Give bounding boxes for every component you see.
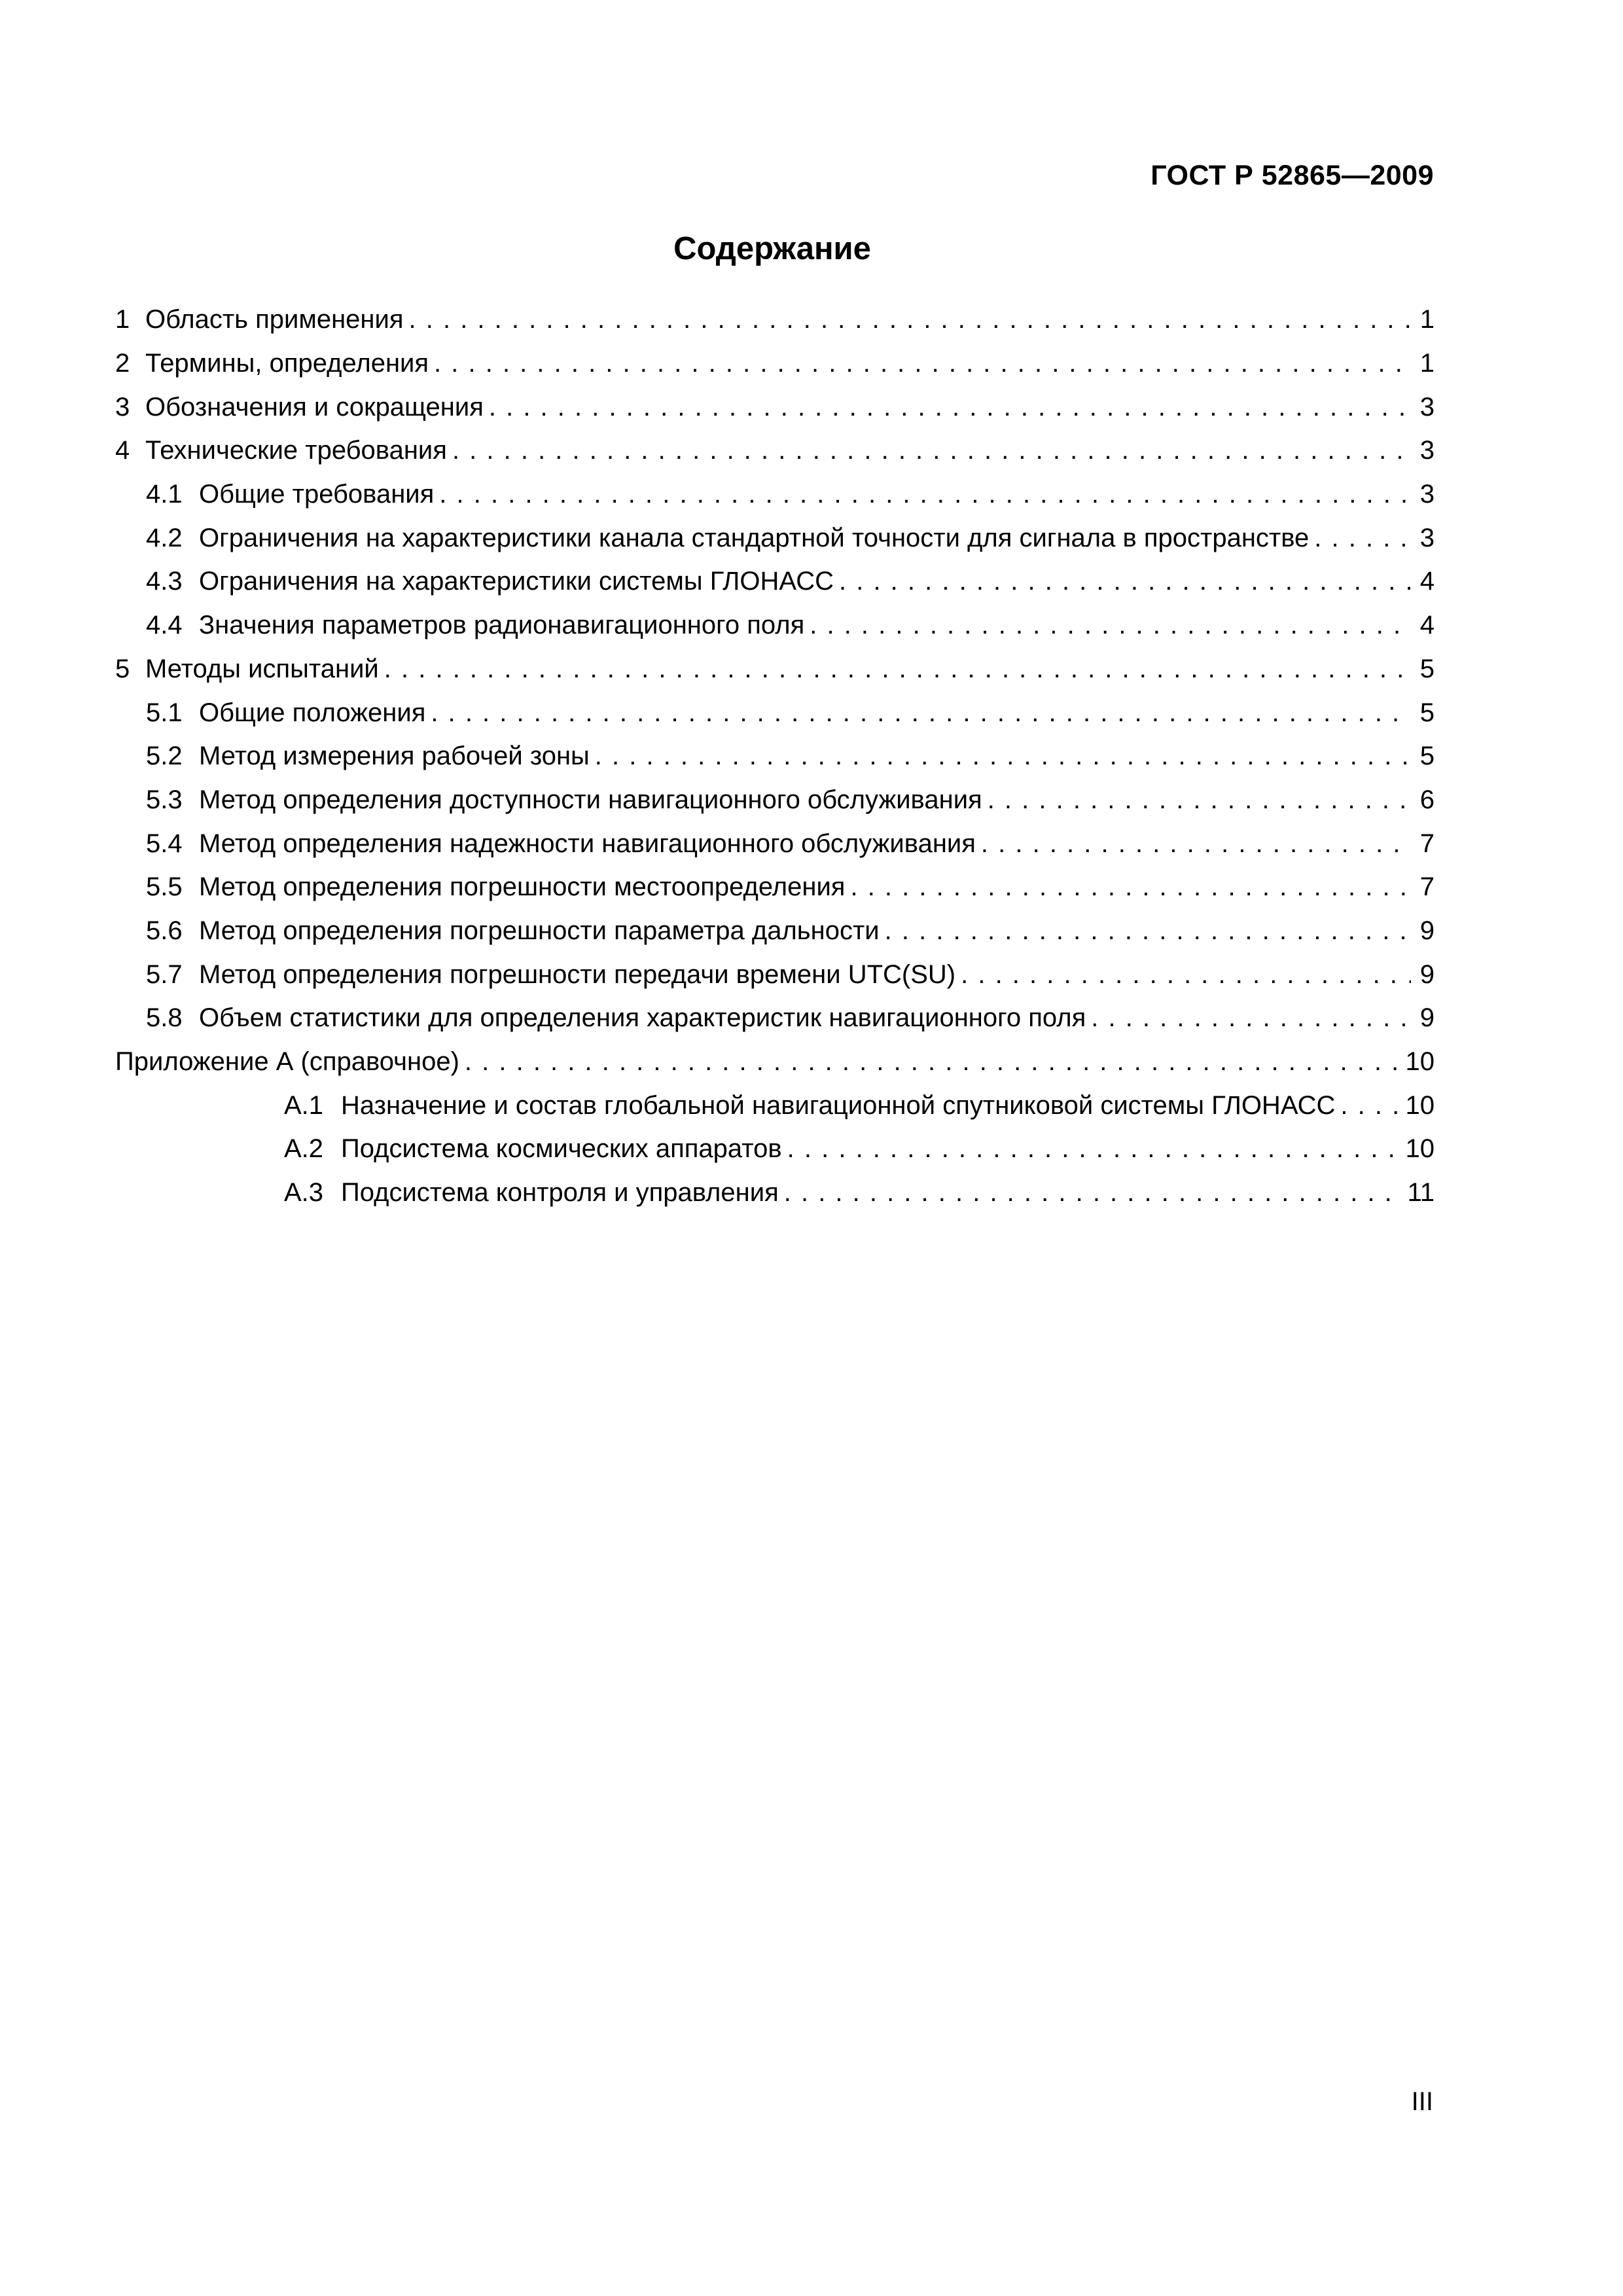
page-number: III [1411, 2087, 1433, 2116]
toc-dot-leader [839, 565, 1411, 597]
toc-dot-leader [452, 435, 1411, 466]
toc-entry-page: 3 [1419, 392, 1435, 422]
toc-entry-number: 3 [115, 392, 130, 422]
toc-dot-leader [431, 697, 1411, 728]
toc-entry-number: 5.6 [146, 916, 183, 945]
toc-entry-page: 4 [1419, 567, 1435, 596]
toc-entry-number: 5.5 [146, 872, 183, 902]
toc-entry-title: Термины, определения [145, 349, 429, 378]
toc-entry-title: Приложение А (справочное) [115, 1047, 459, 1077]
table-of-contents [115, 298, 1435, 1214]
toc-entry-page: 3 [1419, 436, 1435, 465]
toc-entry-title: Методы испытаний [145, 654, 379, 683]
toc-entry-title: Объем статистики для определения характеристик навигационного поля [199, 1003, 1086, 1033]
toc-entry-title: Назначение и состав глобальной навигационной спутниковой системы ГЛОНАСС [341, 1090, 1336, 1120]
toc-dot-leader [961, 959, 1411, 990]
toc-entry-title: Метод измерения рабочей зоны [199, 742, 590, 771]
toc-entry-title: Метод определения погрешности параметра дальности [199, 916, 880, 945]
toc-entry [115, 952, 1435, 996]
toc-entry-number: 5.3 [146, 785, 183, 814]
toc-entry [115, 429, 1435, 473]
toc-entry-page: 9 [1419, 916, 1435, 945]
toc-entry-page: 3 [1419, 523, 1435, 552]
toc-entry-number: 5.2 [146, 742, 183, 771]
toc-entry-title: Обозначения и сокращения [145, 392, 484, 422]
toc-entry-page: 5 [1419, 742, 1435, 771]
toc-dot-leader [465, 1046, 1400, 1077]
toc-entry-number: 2 [115, 349, 130, 378]
toc-entry [115, 909, 1435, 953]
toc-entry-page: 11 [1407, 1178, 1435, 1208]
toc-entry-page: 4 [1419, 611, 1435, 640]
toc-entry-number: 4.1 [146, 480, 183, 509]
toc-dot-leader [384, 653, 1411, 685]
toc-dot-leader [434, 348, 1411, 379]
toc-entry-title: Подсистема контроля и управления [341, 1178, 779, 1208]
toc-entry [115, 1127, 1435, 1171]
toc-dot-leader [409, 304, 1411, 335]
toc-entry-number: 1 [115, 305, 130, 334]
toc-entry [115, 603, 1435, 647]
toc-entry-title: Общие требования [199, 480, 435, 509]
toc-entry-page: 5 [1419, 698, 1435, 727]
toc-dot-leader [981, 828, 1411, 859]
toc-entry [115, 778, 1435, 822]
toc-entry [115, 516, 1435, 560]
toc-entry-title: Метод определения погрешности передачи времени UTC(SU) [199, 960, 956, 989]
toc-entry [115, 385, 1435, 429]
toc-entry-number: 5 [115, 654, 130, 683]
toc-entry-title: Ограничения на характеристики канала стандартной точности для сигнала в пространстве [199, 523, 1310, 552]
toc-entry-page: 1 [1419, 349, 1435, 378]
toc-entry-title: Технические требования [145, 436, 447, 465]
toc-entry [115, 1083, 1435, 1127]
toc-entry-title: Метод определения доступности навигационного обслуживания [199, 785, 982, 814]
toc-entry-page: 10 [1405, 1134, 1435, 1164]
toc-dot-leader [439, 478, 1411, 510]
toc-entry-number: 4.4 [146, 611, 183, 640]
toc-dot-leader [1091, 1002, 1411, 1033]
toc-entry-number: 4.2 [146, 523, 183, 552]
toc-entry-page: 9 [1419, 1003, 1435, 1033]
toc-entry-title: Ограничения на характеристики системы ГЛОНАСС [199, 567, 834, 596]
toc-dot-leader [784, 1177, 1402, 1208]
toc-entry-number: А.3 [284, 1178, 324, 1208]
toc-dot-leader [595, 740, 1411, 772]
toc-entry-page: 9 [1419, 960, 1435, 989]
toc-dot-leader [1340, 1090, 1400, 1121]
toc-dot-leader [1314, 522, 1411, 554]
toc-entry [115, 996, 1435, 1040]
toc-dot-leader [810, 609, 1411, 641]
toc-entry-page: 7 [1419, 829, 1435, 858]
toc-entry [115, 1171, 1435, 1215]
toc-entry-page: 7 [1419, 872, 1435, 902]
toc-entry [115, 473, 1435, 516]
toc-entry-number: 5.7 [146, 960, 183, 989]
toc-entry [115, 1040, 1435, 1084]
toc-entry-number: А.2 [284, 1134, 324, 1164]
toc-entry [115, 691, 1435, 734]
toc-entry-title: Метод определения надежности навигационного обслуживания [199, 829, 976, 858]
toc-entry-number: 5.4 [146, 829, 183, 858]
toc-dot-leader [787, 1133, 1400, 1164]
toc-entry [115, 821, 1435, 865]
toc-entry-number: 4 [115, 436, 130, 465]
document-code: ГОСТ Р 52865—2009 [1150, 160, 1434, 191]
toc-title: Содержание [673, 231, 871, 266]
toc-entry-page: 10 [1405, 1090, 1435, 1120]
toc-entry-page: 5 [1419, 654, 1435, 683]
toc-entry-title: Подсистема космических аппаратов [341, 1134, 782, 1164]
toc-entry-number: 4.3 [146, 567, 183, 596]
toc-entry-title: Общие положения [199, 698, 426, 727]
toc-dot-leader [885, 915, 1411, 946]
toc-entry [115, 560, 1435, 603]
toc-entry-page: 3 [1419, 480, 1435, 509]
toc-entry-page: 6 [1419, 785, 1435, 814]
toc-entry-number: 5.8 [146, 1003, 183, 1033]
toc-entry [115, 298, 1435, 342]
toc-entry [115, 734, 1435, 778]
toc-entry-title: Значения параметров радионавигационного поля [199, 611, 805, 640]
toc-dot-leader [850, 871, 1411, 903]
toc-dot-leader [988, 784, 1411, 816]
toc-entry-title: Метод определения погрешности местоопределения [199, 872, 846, 902]
toc-dot-leader [489, 391, 1411, 423]
toc-entry [115, 647, 1435, 691]
toc-entry-number: 5.1 [146, 698, 183, 727]
toc-entry-page: 10 [1405, 1047, 1435, 1077]
toc-entry [115, 865, 1435, 909]
toc-entry-page: 1 [1419, 305, 1435, 334]
toc-entry-number: А.1 [284, 1090, 324, 1120]
toc-entry-title: Область применения [145, 305, 404, 334]
toc-entry [115, 342, 1435, 386]
